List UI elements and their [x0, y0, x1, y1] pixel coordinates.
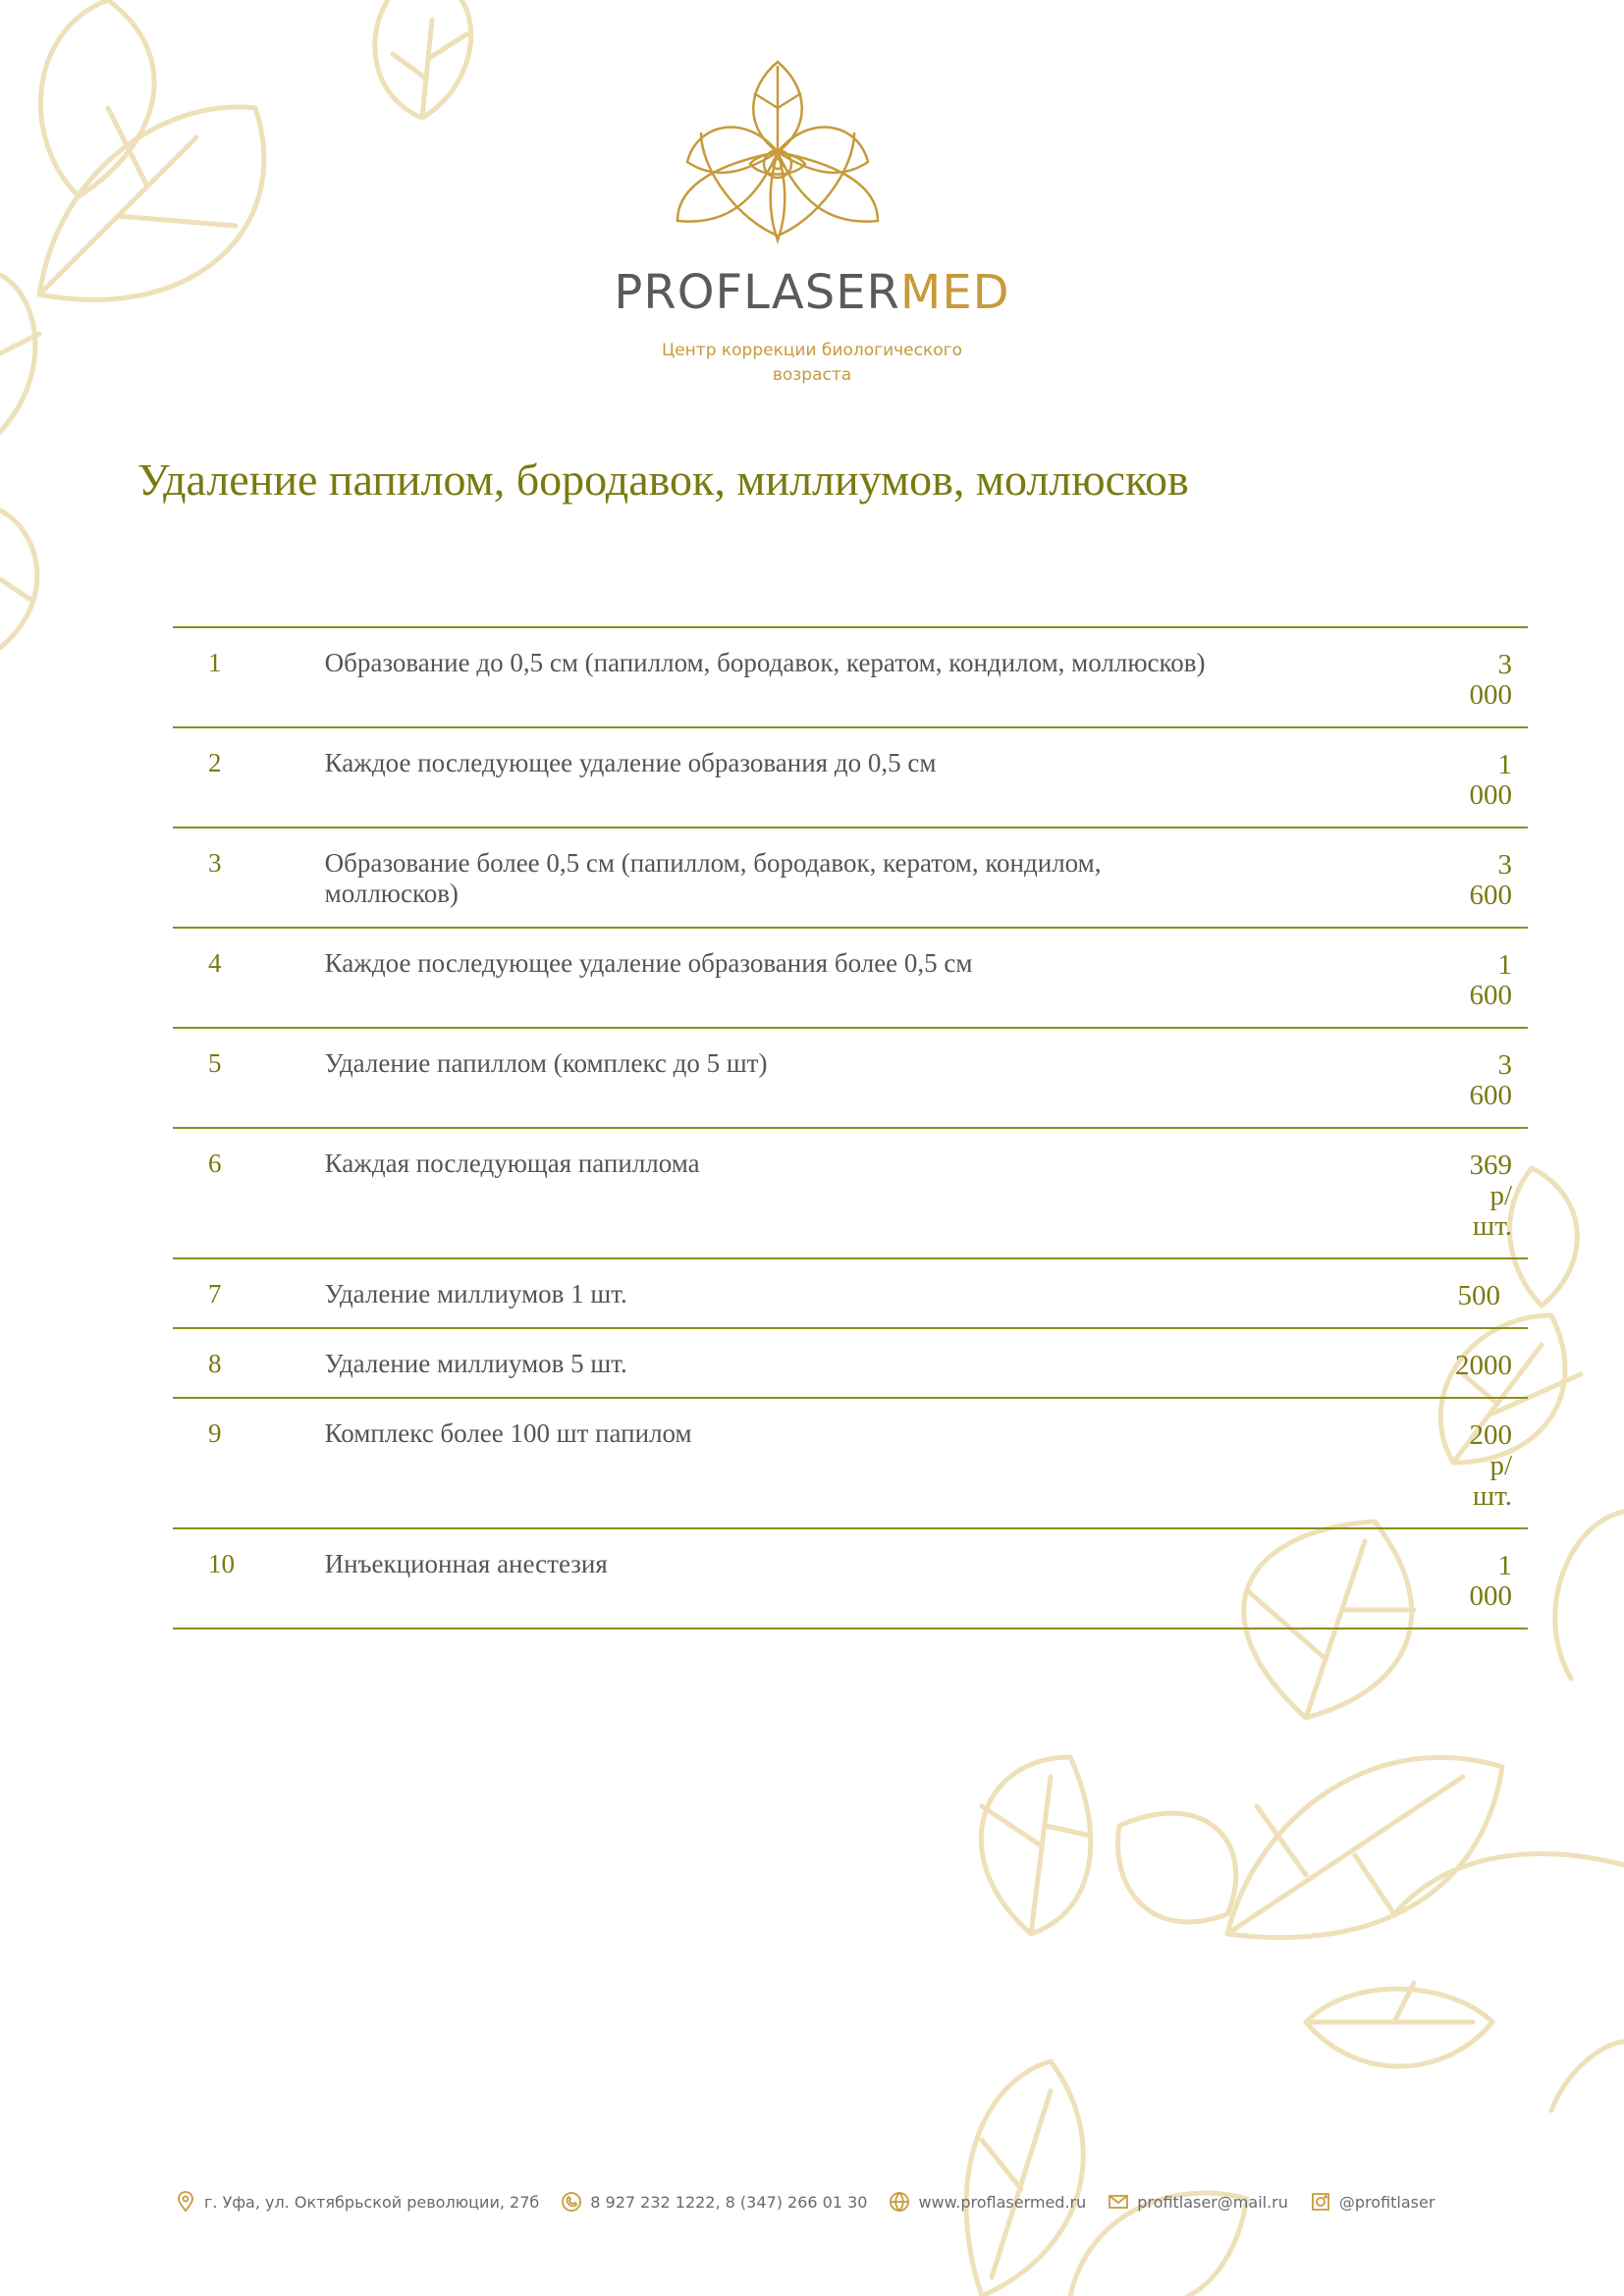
mail-icon — [1108, 2191, 1129, 2213]
footer-website[interactable] — [889, 2191, 1086, 2213]
row-number: 9 — [173, 1398, 325, 1528]
table-row — [173, 928, 1528, 1028]
brand-name-part2: MED — [899, 265, 1010, 320]
row-number: 8 — [173, 1328, 325, 1398]
service-price: 369 р/шт. — [1455, 1128, 1528, 1258]
table-row — [173, 627, 1528, 727]
table-row — [173, 1328, 1528, 1398]
service-price: 2000 — [1455, 1328, 1528, 1398]
footer-address — [175, 2191, 539, 2213]
service-price: 1 600 — [1455, 928, 1528, 1028]
email-link[interactable]: profitlaser@mail.ru — [1137, 2192, 1288, 2212]
brand-name-part1: PROFLASER — [614, 265, 900, 320]
table-row — [173, 1528, 1528, 1629]
service-price: 1 000 — [1455, 727, 1528, 828]
row-number: 1 — [173, 627, 325, 727]
service-name: Удаление миллиумов 5 шт. — [325, 1328, 1455, 1398]
service-name: Удаление миллиумов 1 шт. — [325, 1258, 1455, 1328]
table-row — [173, 1258, 1528, 1328]
service-price: 3 600 — [1455, 828, 1528, 928]
service-price: 200 р/шт. — [1455, 1398, 1528, 1528]
table-row — [173, 727, 1528, 828]
footer-phones[interactable] — [561, 2191, 867, 2213]
service-name: Каждое последующее удаление образования до 0,5 см — [325, 727, 1455, 828]
footer-email[interactable] — [1108, 2191, 1288, 2213]
service-name: Образование до 0,5 см (папиллом, бородавок, кератом, кондилом, моллюсков) — [325, 627, 1455, 727]
phones-text: 8 927 232 1222, 8 (347) 266 01 30 — [590, 2192, 868, 2212]
brand-tagline — [0, 339, 1624, 388]
address-text: г. Уфа, ул. Октябрьской революции, 27б — [204, 2192, 540, 2212]
contact-footer — [175, 2191, 1456, 2213]
proflasermed-logo-mark — [668, 54, 889, 250]
service-name: Инъекционная анестезия — [325, 1528, 1455, 1629]
tagline-line1: Центр коррекции биологического — [662, 341, 962, 360]
table-row — [173, 828, 1528, 928]
tagline-line2: возраста — [772, 365, 852, 385]
service-price: 3 000 — [1455, 627, 1528, 727]
row-number: 2 — [173, 727, 325, 828]
service-price: 3 600 — [1455, 1028, 1528, 1128]
instagram-handle[interactable]: @profitlaser — [1338, 2192, 1435, 2212]
table-row — [173, 1398, 1528, 1528]
row-number: 5 — [173, 1028, 325, 1128]
brand-name — [0, 265, 1624, 320]
service-price: 1 000 — [1455, 1528, 1528, 1629]
globe-icon — [889, 2191, 910, 2213]
phone-icon — [561, 2191, 582, 2213]
service-name: Образование более 0,5 см (папиллом, бородавок, кератом, кондилом, моллюсков) — [325, 828, 1455, 928]
row-number: 6 — [173, 1128, 325, 1258]
service-name: Комплекс более 100 шт папилом — [325, 1398, 1455, 1528]
row-number: 4 — [173, 928, 325, 1028]
service-name: Каждое последующее удаление образования более 0,5 см — [325, 928, 1455, 1028]
service-name: Каждая последующая папиллома — [325, 1128, 1455, 1258]
service-name: Удаление папиллом (комплекс до 5 шт) — [325, 1028, 1455, 1128]
location-icon — [175, 2191, 196, 2213]
website-link[interactable]: www.proflasermed.ru — [918, 2192, 1087, 2212]
row-number: 3 — [173, 828, 325, 928]
row-number: 10 — [173, 1528, 325, 1629]
instagram-icon — [1310, 2191, 1331, 2213]
page-title: Удаление папилом, бородавок, миллиумов, моллюсков — [137, 454, 1189, 505]
footer-instagram[interactable] — [1310, 2191, 1435, 2213]
price-table — [173, 626, 1528, 1629]
row-number: 7 — [173, 1258, 325, 1328]
table-row — [173, 1128, 1528, 1258]
table-row — [173, 1028, 1528, 1128]
service-price: 500 — [1455, 1258, 1528, 1328]
